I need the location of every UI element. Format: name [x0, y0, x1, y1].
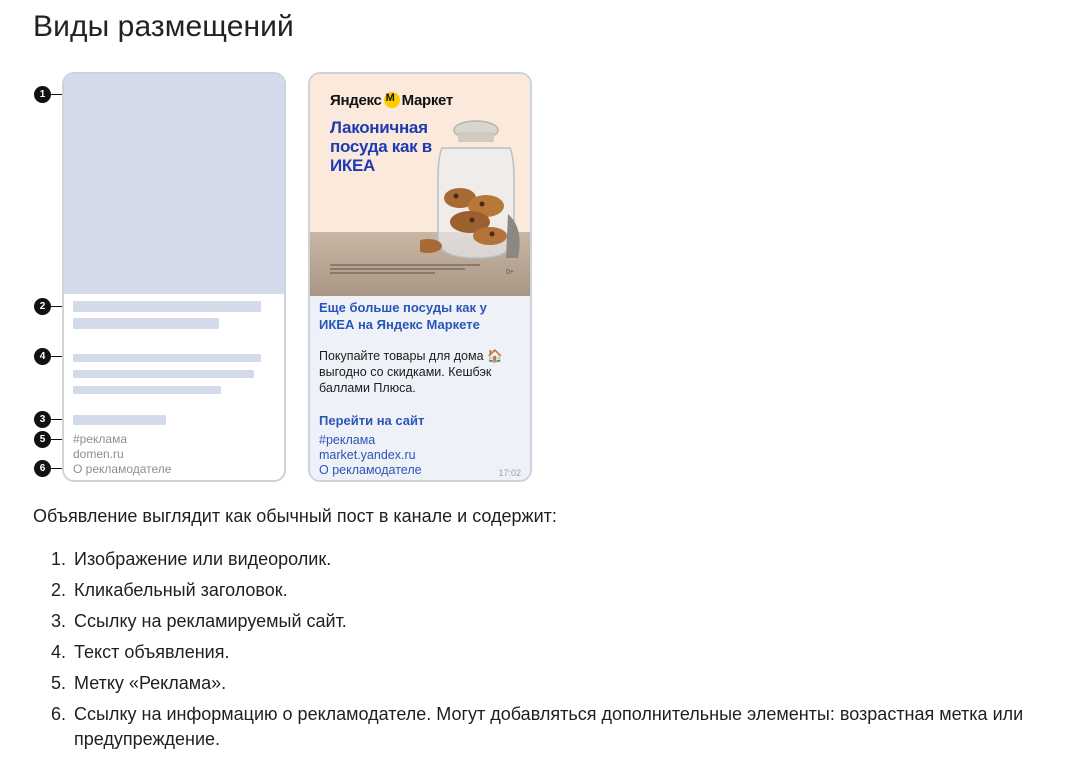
list-item: 2. Кликабельный заголовок.	[51, 580, 288, 600]
domain-text: domen.ru	[73, 447, 124, 461]
ad-label-hashtag: #реклама	[73, 432, 128, 446]
visit-site-link[interactable]: Перейти на сайт	[319, 413, 425, 428]
media-placeholder	[64, 74, 284, 294]
list-item: 1. Изображение или видеоролик.	[51, 549, 332, 569]
marker-4: 4	[34, 348, 51, 365]
text-placeholder-line	[73, 354, 261, 362]
list-item: 6. Ссылку на информацию о рекламодателе. Могут добавляться дополнительные элементы: возрастная метка или предупреждение.	[51, 704, 1024, 749]
brand-name-right: Маркет	[401, 92, 453, 109]
market-logo-icon	[384, 92, 400, 108]
marker-6: 6	[34, 460, 51, 477]
list-item: 5. Метку «Реклама».	[51, 673, 227, 693]
legal-fine-print	[330, 264, 480, 278]
post-time: 17:02	[498, 468, 521, 478]
link-placeholder-line	[73, 415, 166, 425]
ad-banner-image[interactable]	[310, 74, 530, 296]
ad-label-hashtag[interactable]: #реклама	[319, 433, 376, 447]
list-item: 4. Текст объявления.	[51, 642, 230, 662]
components-list	[33, 547, 1073, 758]
banner-headline: Лаконичная посуда как в ИКЕА	[330, 118, 432, 175]
title-placeholder-line	[73, 318, 219, 329]
marker-2: 2	[34, 298, 51, 315]
ad-headline-link[interactable]: Еще больше посуды как у ИКЕА на Яндекс Маркете	[319, 300, 487, 332]
ad-scheme-card	[62, 72, 286, 482]
marker-3: 3	[34, 411, 51, 428]
age-mark: 0+	[506, 269, 514, 276]
advertiser-info-link: О рекламодателе	[73, 462, 172, 476]
text-placeholder-line	[73, 386, 221, 394]
advertiser-info-link[interactable]: О рекламодателе	[319, 463, 422, 477]
marker-1: 1	[34, 86, 51, 103]
title-placeholder-line	[73, 301, 261, 312]
yandex-market-logo	[330, 92, 453, 109]
marker-5: 5	[34, 431, 51, 448]
intro-text: Объявление выглядит как обычный пост в канале и содержит:	[33, 506, 557, 526]
ad-example-card	[308, 72, 532, 482]
brand-name-left: Яндекс	[330, 92, 382, 109]
list-item: 3. Ссылку на рекламируемый сайт.	[51, 611, 347, 631]
domain-link[interactable]: market.yandex.ru	[319, 448, 416, 462]
text-placeholder-line	[73, 370, 254, 378]
page-title: Виды размещений	[33, 10, 294, 43]
ad-body-text: Покупайте товары для дома 🏠 выгодно со скидками. Кешбэк баллами Плюса.	[319, 349, 503, 395]
